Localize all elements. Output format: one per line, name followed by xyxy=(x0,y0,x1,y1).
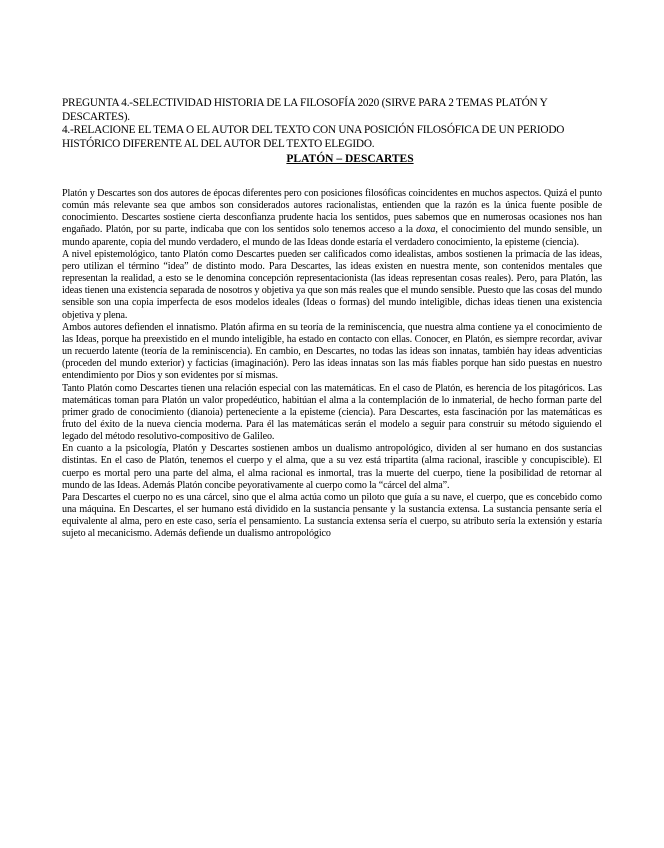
paragraph-rationalism xyxy=(62,188,602,249)
paragraph-innatism: Ambos autores defienden el innatismo. Platón afirma en su teoría de la reminiscencia, que nuestra alma contiene ya el conocimiento de las Ideas, porque ha preexistido en el mundo inteligible, ha estado en contacto con ellas. Conocer, en Platón, es siempre recordar, avivar un recuerdo latente (teoría de la reminiscencia). En cambio, en Descartes, no todas las ideas son innatas, también hay ideas adventicias (proceden del mundo exterior) y facticias (imaginación). Pero las ideas innatas son las más fiables porque han sido puestas en nuestro entendimiento por Dios y son evidentes por sí mismas. xyxy=(62,321,602,382)
paragraph-idealism: A nivel epistemológico, tanto Platón como Descartes pueden ser calificados como idealistas, ambos sostienen la primacía de las ideas, pero utilizan el término “idea” de distinto modo. Para Descartes, las ideas existen en nuestra mente, son contenidos mentales que representan la realidad, a esto se le denomina concepción representacionista (las ideas representan cosas reales). Pero, para Platón, las ideas tienen una existencia separada de nosotros y objetiva ya que son más reales que el mundo sensible. Puesto que las cosas del mundo sensible son una copia imperfecta de esos modelos ideales (Ideas o formas) del mundo inteligible, dichas ideas tienen una existencia objetiva y plena. xyxy=(62,248,602,321)
paragraph-text: Platón y Descartes son dos autores de épocas diferentes pero con posiciones filosóficas coincidentes en muchos aspectos. Quizá el punto común más relevante sea que ambos son considerados autores racionalistas, entienden que la razón es la única fuente posible de conocimiento. Descartes sostiene cierta desconfianza prudente hacia los sentidos, pues sabemos que en numerosas ocasiones nos han engañado. Platón, por su parte, indicaba que con los sentidos solo tenemos acceso a la xyxy=(62,188,602,236)
paragraph-mathematics: Tanto Platón como Descartes tienen una relación especial con las matemáticas. En el caso de Platón, es herencia de los pitagóricos. Las matemáticas toman para Platón un valor propedéutico, habitúan el alma a la contemplación de lo inmaterial, de hecho forman parte del primer grado de conocimiento (dianoia) perteneciente a la episteme (ciencia). Para Descartes, esta fascinación por las matemáticas es fruto del éxito de la nueva ciencia moderna. Para él las matemáticas serán el modelo a seguir para construir su método siguiendo el legado del método resolutivo-compositivo de Galileo. xyxy=(62,382,602,443)
paragraph-descartes-body: Para Descartes el cuerpo no es una cárcel, sino que el alma actúa como un piloto que guía a su nave, el cuerpo, que es concebido como una máquina. En Descartes, el ser humano está dividido en la sustancia pensante y la sustancia extensa. La sustancia pensante sería el equivalente al alma, pero en este caso, sería el pensamiento. La sustancia extensa sería el cuerpo, su atributo sería la extensión y estaría sujeto al mecanicismo. Además defiende un dualismo antropológico xyxy=(62,491,602,540)
question-instruction: 4.-RELACIONE EL TEMA O EL AUTOR DEL TEXTO CON UNA POSICIÓN FILOSÓFICA DE UN PERIODO HISTÓRICO DIFERENTE AL DEL AUTOR DEL TEXTO ELEGIDO. xyxy=(62,124,565,150)
term-doxa: doxa xyxy=(416,224,436,236)
paragraph-text: , el conocimiento del mundo sensible, un mundo aparente, copia del mundo verdadero, el mundo de las Ideas donde estaría el verdadero conocimiento, la episteme (ciencia). xyxy=(62,224,602,248)
question-heading: PREGUNTA 4.-SELECTIVIDAD HISTORIA DE LA FILOSOFÍA 2020 (SIRVE PARA 2 TEMAS PLATÓN Y DESCARTES). xyxy=(62,97,548,123)
paragraph-psychology: En cuanto a la psicología, Platón y Descartes sostienen ambos un dualismo antropológico, dividen al ser humano en dos sustancias distintas. En el caso de Platón, tenemos el cuerpo y el alma, que a su vez está tripartita (alma racional, irascible y concupiscible). El cuerpo es mortal pero una parte del alma, el alma racional es inmortal, tras la muerte del cuerpo, tiene la posibilidad de retornar al mundo de las Ideas. Además Platón concibe peyorativamente al cuerpo como la “cárcel del alma”. xyxy=(62,443,602,491)
document-title: PLATÓN – DESCARTES xyxy=(286,153,414,165)
document-page xyxy=(62,97,602,541)
essay-body xyxy=(62,188,602,541)
